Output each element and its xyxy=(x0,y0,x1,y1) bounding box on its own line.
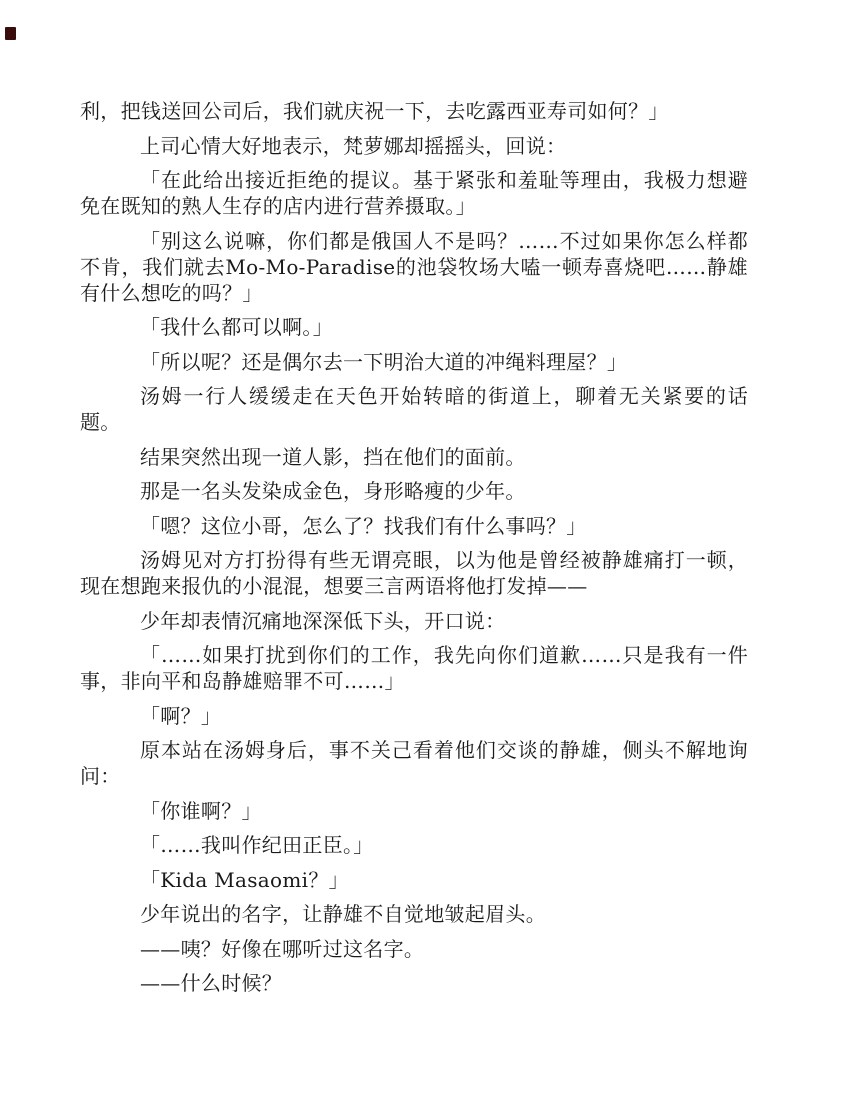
paragraph: 「……如果打扰到你们的工作，我先向你们道歉……只是我有一件事，非向平和岛静雄赔罪不可……」 xyxy=(80,643,748,693)
paragraph: ——咦？好像在哪听过这名字。 xyxy=(140,936,425,961)
paragraph: 少年说出的名字，让静雄不自觉地皱起眉头。 xyxy=(140,902,546,926)
paragraph: 汤姆一行人缓缓走在天色开始转暗的街道上，聊着无关紧要的话题。 xyxy=(80,384,748,434)
paragraph: 「在此给出接近拒绝的提议。基于紧张和羞耻等理由，我极力想避免在既知的熟人生存的店内进行营养摄取。」 xyxy=(80,168,748,218)
paragraph: 「啊？」 xyxy=(140,703,222,728)
paragraph: 「Kida Masaomi？」 xyxy=(140,867,349,892)
paragraph: 「……我叫作纪田正臣。」 xyxy=(140,833,374,857)
scan-artifact-mark xyxy=(5,27,16,40)
paragraph: 利，把钱送回公司后，我们就庆祝一下，去吃露西亚寿司如何？」 xyxy=(80,99,669,123)
paragraph: 「你谁啊？」 xyxy=(140,798,262,823)
page-text-block xyxy=(80,98,748,1005)
paragraph: 「我什么都可以啊。」 xyxy=(140,315,333,339)
paragraph: 「别这么说嘛，你们都是俄国人不是吗？……不过如果你怎么样都不肯，我们就去Mo-Mo-Paradise的池袋牧场大嗑一顿寿喜烧吧……静雄有什么想吃的吗？」 xyxy=(80,228,748,305)
paragraph: 「嗯？这位小哥，怎么了？找我们有什么事吗？」 xyxy=(140,513,587,538)
paragraph: 上司心情大好地表示，梵萝娜却摇摇头，回说： xyxy=(140,133,567,158)
paragraph: 结果突然出现一道人影，挡在他们的面前。 xyxy=(140,444,526,469)
paragraph: 汤姆见对方打扮得有些无谓亮眼，以为他是曾经被静雄痛打一顿，现在想跑来报仇的小混混，想要三言两语将他打发掉—— xyxy=(80,548,748,598)
paragraph: 「所以呢？还是偶尔去一下明治大道的冲绳料理屋？」 xyxy=(140,349,628,374)
paragraph: ——什么时候？ xyxy=(140,971,283,995)
paragraph: 原本站在汤姆身后，事不关己看着他们交谈的静雄，侧头不解地询问： xyxy=(80,738,748,788)
paragraph: 那是一名头发染成金色，身形略瘦的少年。 xyxy=(140,479,526,503)
paragraph: 少年却表情沉痛地深深低下头，开口说： xyxy=(140,608,506,633)
